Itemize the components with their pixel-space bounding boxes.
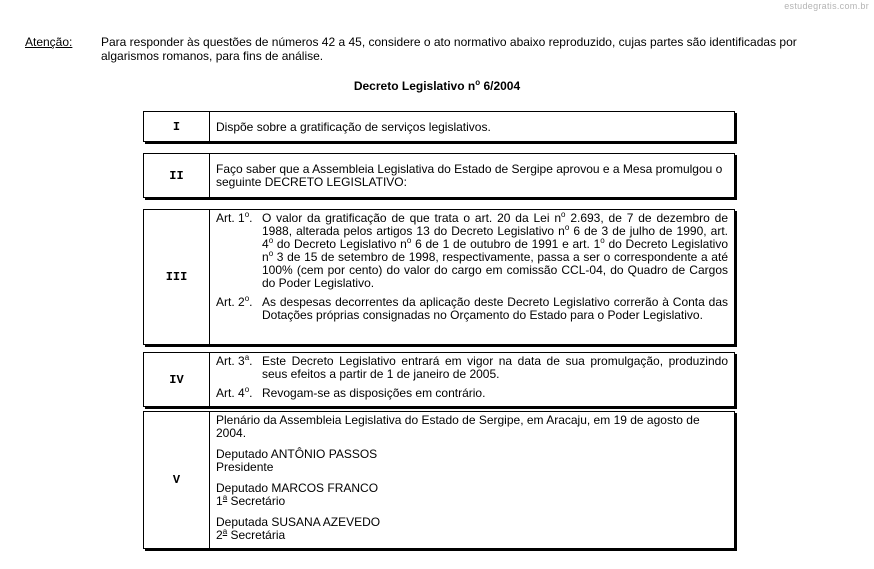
attention-text: Para responder às questões de números 42 a 45, considere o ato normativo abaixo reproduzido, cujas partes são identificadas por algarismos romanos, para fins de análise. [101,35,797,63]
row-iv-number: IV [144,353,210,406]
article-1 [216,209,729,290]
watermark: estudegratis.com.br [784,1,869,11]
row-ii-text: Faço saber que a Assembleia Legislativa do Estado de Sergipe aprovou e a Mesa promulgou o seguinte DECRETO LEGISLATIVO: [216,162,723,189]
article-3-text: Este Decreto Legislativo entrará em vigor na data de sua promulgação, produzindo seus efeitos a partir de 1 de janeiro de 2005. [262,354,728,381]
title-text: Decreto Legislativo n [353,79,476,93]
signatory-3-name: Deputada SUSANA AZEVEDO [216,515,381,529]
row-v-number: V [144,412,210,548]
row-iv-content [210,353,734,406]
row-iii-number: III [144,210,210,344]
attention-paragraph [25,35,855,63]
signatory-2-role: 1$^a$ Secretário [216,492,286,508]
article-1-label: Art. 1$^o$. [216,209,253,225]
article-4 [216,384,728,400]
signatory-2-name: Deputado MARCOS FRANCO [216,481,379,495]
plenario-text: Plenário da Assembleia Legislativa do Estado de Sergipe, em Aracaju, em 19 de agosto de 2004. [216,413,700,440]
row-i-text: Dispõe sobre a gratificação de serviços legislativos. [216,119,491,134]
article-2-label: Art. 2$^o$. [216,293,253,309]
signatory-1-name: Deputado ANTÔNIO PASSOS [216,447,378,461]
row-i-number: I [144,112,210,141]
row-iii-content [210,210,734,344]
row-v [143,411,735,549]
attention-label: Atenção: [25,35,73,49]
row-ii [143,153,735,198]
row-iv [143,352,735,407]
signatory-1-role: Presidente [216,460,274,474]
row-i [143,111,735,142]
article-2 [216,293,728,322]
title-sup: o [475,77,481,87]
article-2-text: As despesas decorrentes da aplicação deste Decreto Legislativo correrão à Conta das Dotações próprias consignadas no Orçamento do Estado para o Poder Legislativo. [262,295,728,322]
article-1-text: O valor da gratificação de que trata o art. 20 da Lei $n^o$ 2.693, de 7 de dezembro de 1988, alterada pelos artigos 13 do Decreto Legislativo $n^o$ 6 de 3 de julho de 1990, art. 4$^o$ do Decreto Legislativo $n^o$ 6 de 1 de outubro de 1991 e art. 1$^o$ do Decreto Legislativo $n^o$ 3 de 15 de setembro de 1998, respectivamente, passa a ser o correspondente a até 100% (cem por cento) do valor do cargo em comissão CCL-04, do Quadro de Cargos do Poder Legislativo. [262,209,729,290]
article-3 [216,352,728,381]
article-4-text: Revogam-se as disposições em contrário. [262,386,486,400]
article-3-label: Art. 3$^a$. [216,352,253,368]
signatory-3-role: 2$^a$ Secretária [216,526,286,542]
row-v-content [210,412,734,548]
decree-title [0,79,874,93]
article-4-label: Art. 4$^o$. [216,384,253,400]
row-iii [143,209,735,345]
title-number: 6/2004 [480,79,521,93]
row-ii-content [210,154,734,197]
row-ii-number: II [144,154,210,197]
row-i-content [210,112,734,141]
